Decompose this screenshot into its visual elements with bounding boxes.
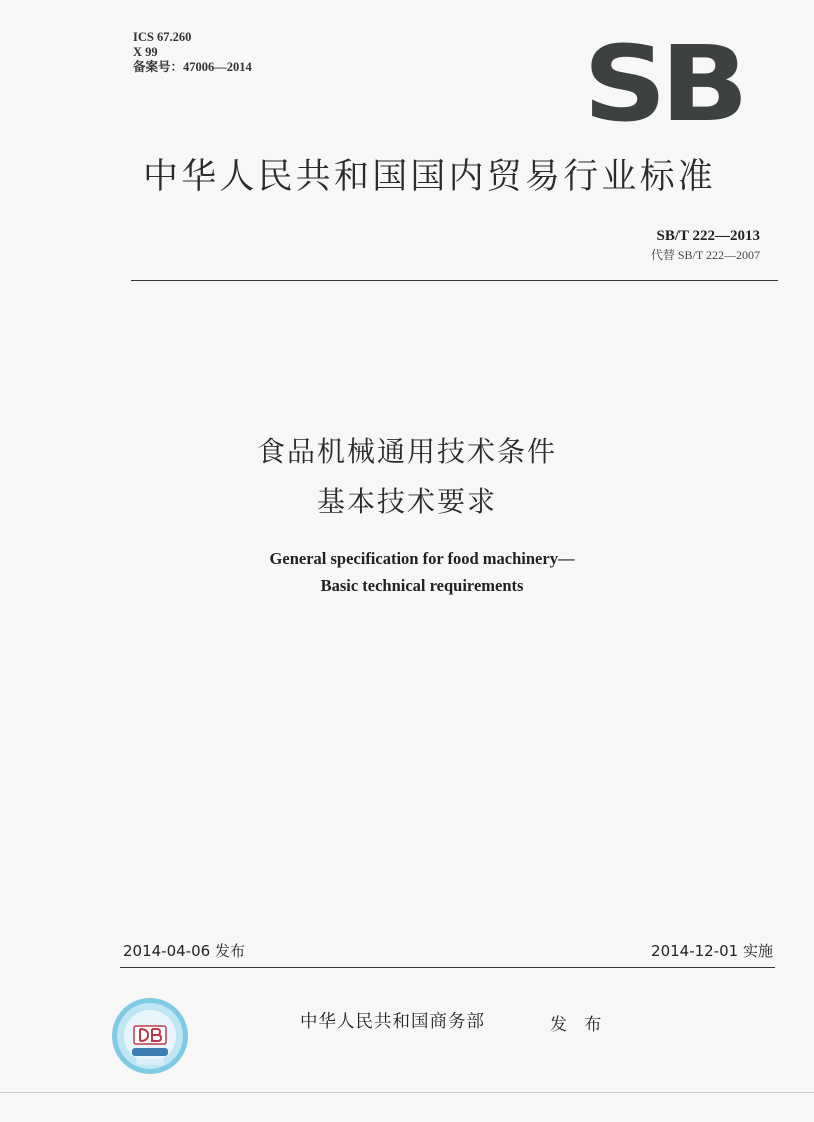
classification-block [133, 30, 252, 75]
english-title-line-2: Basic technical requirements [320, 576, 524, 595]
chinese-title-line-1: 食品机械通用技术条件 [256, 435, 557, 468]
page-bottom-edge [0, 1092, 814, 1093]
issue-date: 2014-04-06 发布 [123, 942, 245, 960]
bottom-divider [120, 967, 775, 968]
top-divider [131, 280, 778, 281]
sb-logo-text: SB [583, 23, 743, 145]
sb-logo [583, 23, 743, 145]
english-title-line-1: General specification for food machinery— [269, 549, 575, 568]
anti-counterfeit-seal-icon [110, 996, 190, 1076]
filing-number: 备案号：47006—2014 [133, 60, 252, 74]
standard-code-block [651, 228, 760, 263]
standard-code: SB/T 222—2013 [656, 228, 760, 244]
publisher-name: 中华人民共和国商务部 [300, 1012, 485, 1032]
publish-label: 发 布 [550, 1015, 608, 1035]
ics-code: ICS 67.260 [133, 30, 192, 44]
ccs-code: X 99 [133, 45, 158, 59]
standard-type-title: 中华人民共和国国内贸易行业标准 [143, 157, 717, 197]
implementation-date: 2014-12-01 实施 [651, 942, 773, 960]
chinese-title-line-2: 基本技术要求 [316, 485, 497, 518]
replaces-code: 代替 SB/T 222—2007 [650, 248, 760, 262]
